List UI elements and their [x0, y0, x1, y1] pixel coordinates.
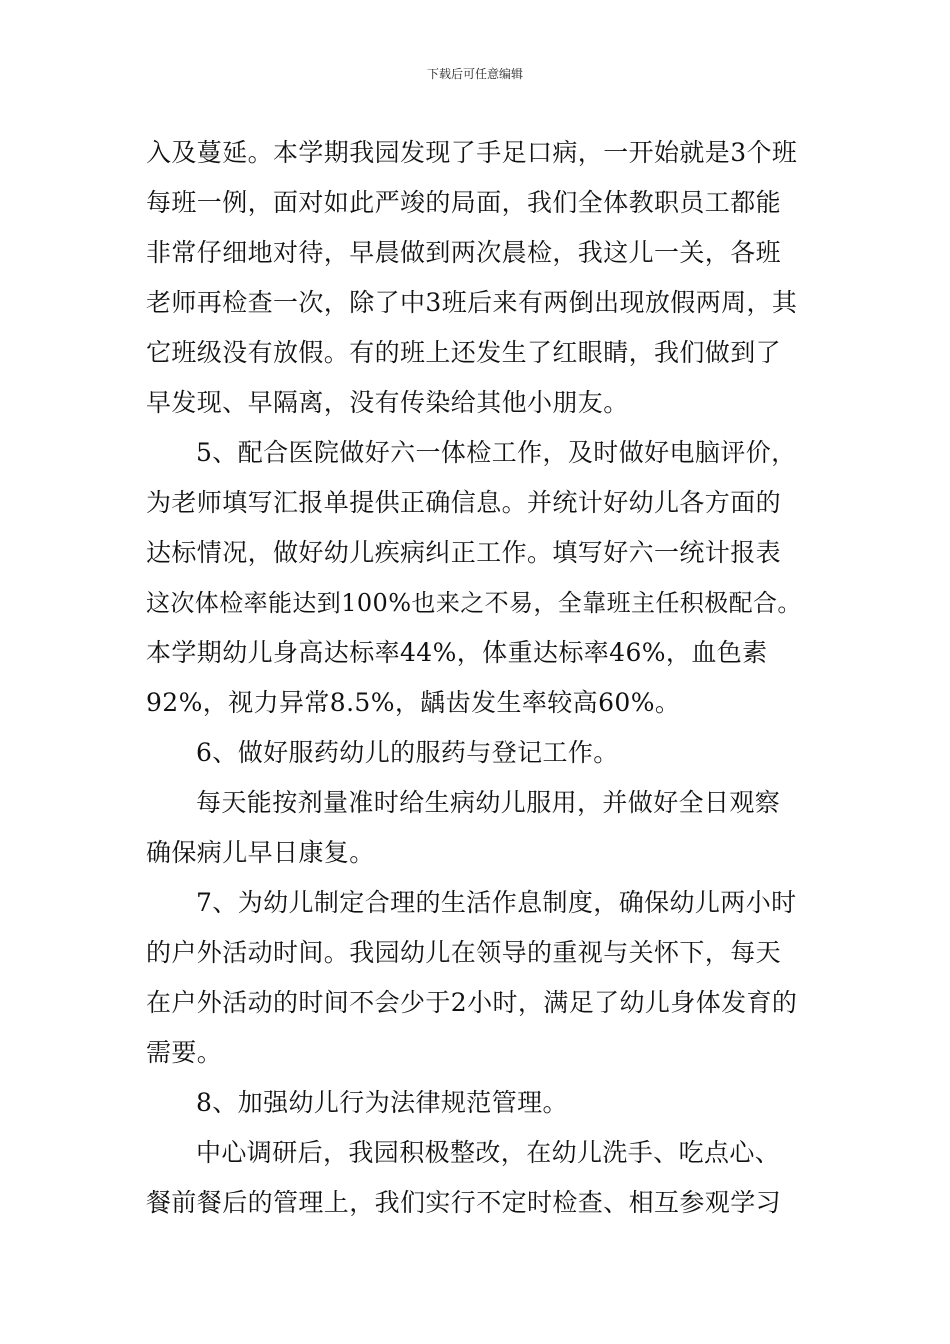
text-line: 的户外活动时间。我园幼儿在领导的重视与关怀下，每天	[146, 938, 782, 967]
document-body	[146, 128, 806, 1228]
text-line: 入及蔓延。本学期我园发现了手足口病，一开始就是3个班	[146, 138, 798, 167]
text-line: 8、加强幼儿行为法律规范管理。	[196, 1088, 568, 1117]
page-header: 下载后可任意编辑	[426, 67, 523, 81]
text-line: 7、为幼儿制定合理的生活作息制度，确保幼儿两小时	[196, 888, 797, 917]
text-line: 它班级没有放假。有的班上还发生了红眼睛，我们做到了	[146, 338, 782, 367]
text-line: 92%，视力异常8.5%，龋齿发生率较高60%。	[146, 688, 681, 717]
text-line: 非常仔细地对待，早晨做到两次晨检，我这儿一关，各班	[146, 238, 782, 267]
text-line: 在户外活动的时间不会少于2小时，满足了幼儿身体发育的	[146, 988, 798, 1017]
text-line: 老师再检查一次，除了中3班后来有两倒出现放假两周，其	[146, 288, 798, 317]
text-line: 中心调研后，我园积极整改，在幼儿洗手、吃点心、	[196, 1138, 781, 1167]
text-line: 早发现、早隔离，没有传染给其他小朋友。	[146, 388, 629, 417]
text-line: 确保病儿早日康复。	[146, 838, 375, 867]
text-line: 本学期幼儿身高达标率44%，体重达标率46%，血色素	[146, 638, 768, 667]
text-line: 达标情况，做好幼儿疾病纠正工作。填写好六一统计报表	[146, 538, 782, 567]
text-line: 为老师填写汇报单提供正确信息。并统计好幼儿各方面的	[146, 488, 782, 517]
text-line: 每天能按剂量准时给生病幼儿服用，并做好全日观察	[196, 788, 781, 817]
text-line: 6、做好服药幼儿的服药与登记工作。	[196, 738, 619, 767]
text-line: 每班一例，面对如此严竣的局面，我们全体教职员工都能	[146, 188, 782, 217]
text-line: 这次体检率能达到100%也来之不易，全靠班主任积极配合。	[146, 589, 802, 617]
text-line: 餐前餐后的管理上，我们实行不定时检查、相互参观学习	[146, 1188, 782, 1217]
text-line: 5、配合医院做好六一体检工作，及时做好电脑评价，	[196, 438, 797, 467]
text-line: 需要。	[146, 1038, 223, 1067]
